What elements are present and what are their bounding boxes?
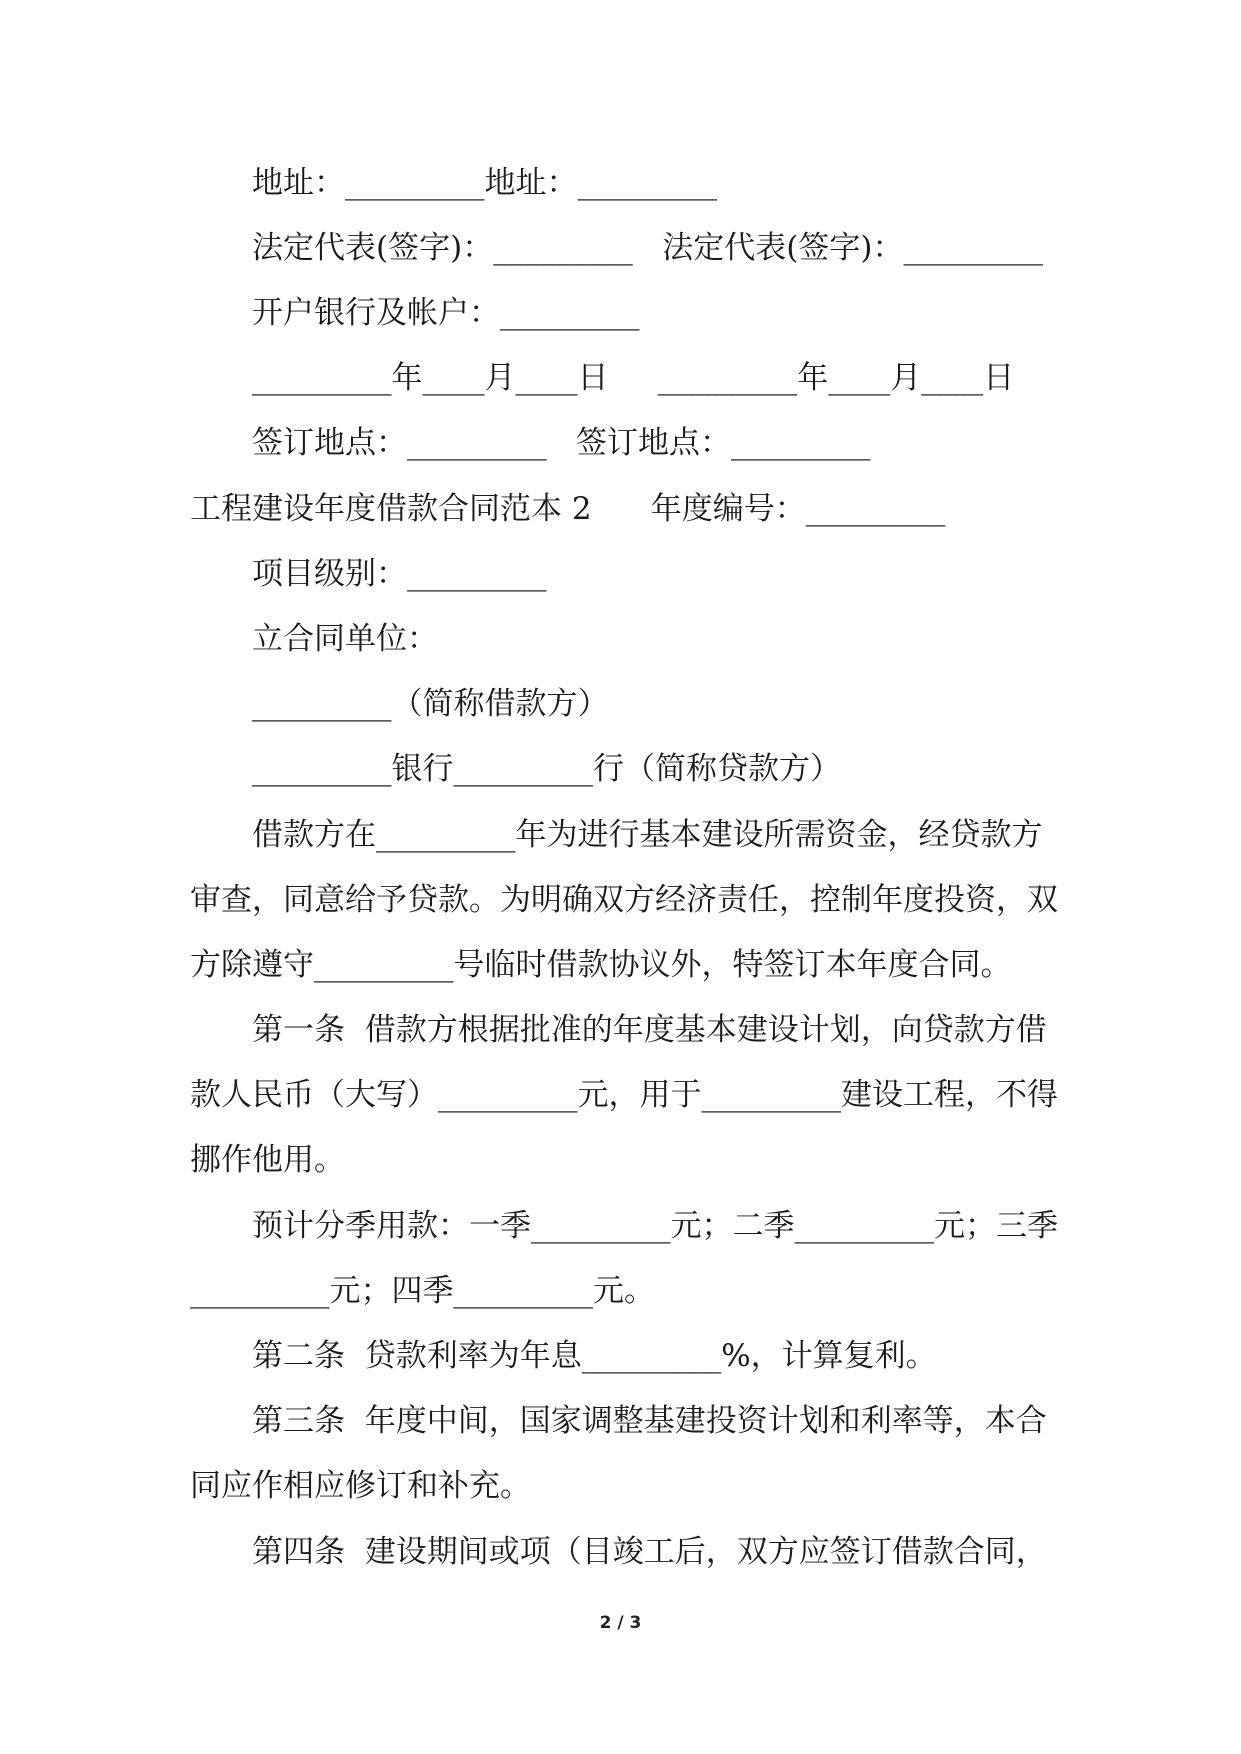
quarterly-usage-line: 预计分季用款：一季_________元；二季_________元；三季: [252, 1208, 1058, 1244]
page-number: 2 / 3: [599, 1613, 642, 1633]
article-one-line: 挪作他用。: [190, 1142, 345, 1178]
paragraph-line: 借款方在_________年为进行基本建设所需资金，经贷款方: [252, 817, 1043, 853]
bank-account-line: 开户银行及帐户：_________: [252, 295, 640, 331]
contract-title-line: 工程建设年度借款合同范本 2 年度编号：_________: [190, 491, 946, 527]
article-four-line: 第四条 建设期间或项（目竣工后，双方应签订借款合同，: [252, 1534, 1047, 1570]
article-two-line: 第二条 贷款利率为年息_________%，计算复利。: [252, 1338, 937, 1374]
article-three-line: 第三条 年度中间，国家调整基建投资计划和利率等，本合: [252, 1403, 1047, 1439]
date-line: _________年____月____日 _________年____月____日: [252, 360, 1015, 396]
lender-line: _________银行_________行（简称贷款方）: [252, 751, 841, 787]
quarterly-usage-line: _________元；四季_________元。: [190, 1273, 655, 1309]
signing-place-line: 签订地点：_________ 签订地点：_________: [252, 425, 871, 461]
address-line: 地址：_________地址：_________: [252, 165, 717, 201]
paragraph-line: 审查，同意给予贷款。为明确双方经济责任，控制年度投资，双: [190, 882, 1058, 918]
project-level-line: 项目级别：_________: [252, 556, 547, 592]
paragraph-line: 方除遵守_________号临时借款协议外，特签订本年度合同。: [190, 947, 1012, 983]
contracting-parties-heading: 立合同单位：: [252, 621, 438, 657]
article-one-line: 款人民币（大写）_________元，用于_________建设工程，不得: [190, 1077, 1058, 1113]
legal-representative-line: 法定代表(签字)：_________ 法定代表(签字)：_________: [252, 230, 1043, 266]
article-three-line: 同应作相应修订和补充。: [190, 1468, 531, 1504]
article-one-line: 第一条 借款方根据批准的年度基本建设计划，向贷款方借: [252, 1012, 1047, 1048]
borrower-line: _________（简称借款方）: [252, 686, 609, 722]
